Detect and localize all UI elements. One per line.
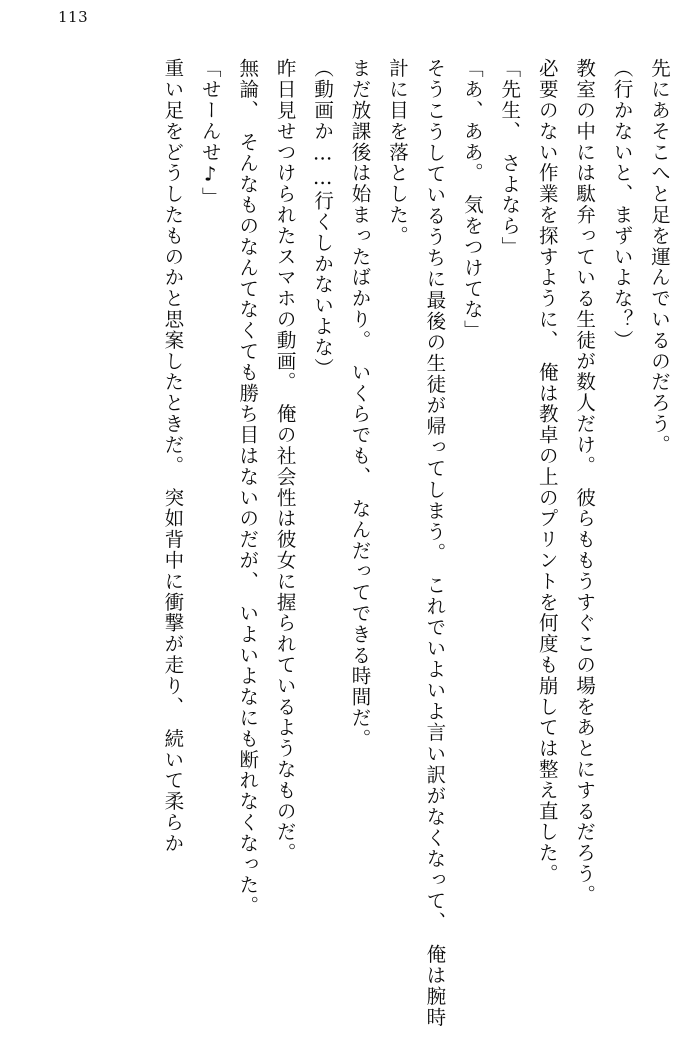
paragraph: 無論、 そんなものなんてなくても勝ち目はないのだが、 いよいよなにも断れなくなった。	[236, 58, 260, 917]
body-text	[22, 58, 678, 1028]
paragraph: 重い足をどうしたものかと思案したときだ。 突如背中に衝撃が走り、 続いて柔らか	[161, 58, 185, 854]
paragraph: まだ放課後は始まったばかり。 いくらでも、 なんだってできる時間だ。	[348, 58, 372, 750]
paragraph: 先にあそこへと足を運んでいるのだろう。	[648, 58, 671, 456]
paragraph: 「せーんせ♪」	[198, 58, 222, 208]
paragraph: 「あ、ああ。 気をつけてな」	[460, 58, 484, 341]
paragraph: 必要のない作業を探すように、 俺は教卓の上のプリントを何度も崩しては整え直した。	[535, 58, 559, 885]
paragraph: 昨日見せつけられたスマホの動画。 俺の社会性は彼女に握られているようなものだ。	[273, 58, 297, 864]
page-number: 113	[58, 8, 89, 26]
paragraph: （動画か……行くしかないよな）	[311, 58, 335, 379]
paragraph: 教室の中には駄弁っている生徒が数人だけ。 彼らももうすぐこの場をあとにするだろう。	[573, 58, 597, 906]
paragraph: 「先生、 さよなら」	[498, 58, 522, 258]
paragraph: （行かないと、まずいよな？）	[610, 58, 634, 351]
paragraph: そうこうしているうちに最後の生徒が帰ってしまう。 これでいよいよ言い訳がなくなって、 俺は腕時計に目を落とした。	[385, 58, 447, 1028]
